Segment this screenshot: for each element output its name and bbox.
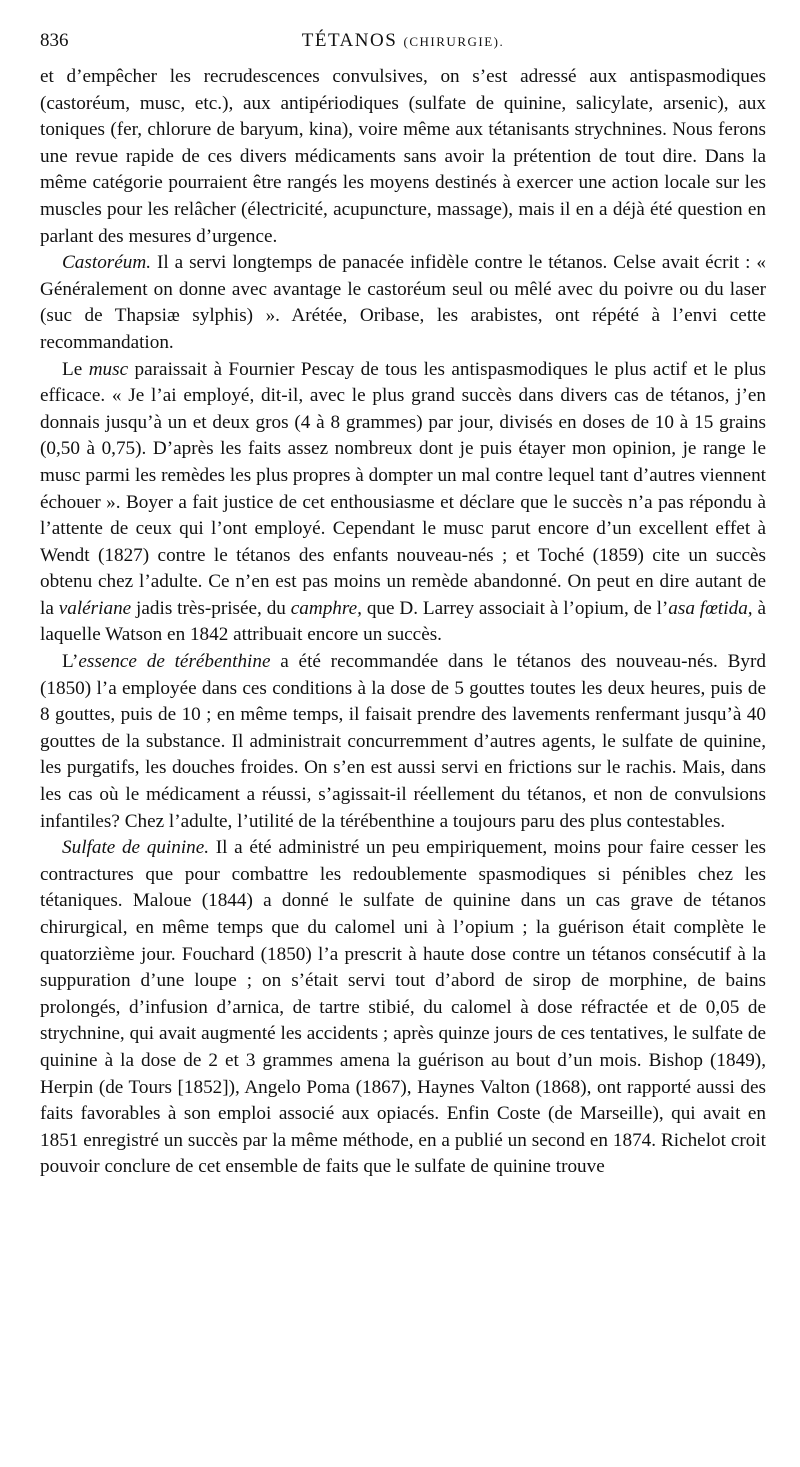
paragraph-text: que D. Larrey associait à l’opium, de l’	[361, 597, 669, 619]
paragraph-text: jadis très-prisée, du	[131, 597, 291, 619]
paragraph-text: paraissait à Fournier Pescay de tous les antispasmodiques le plus actif et le plus efficace. « Je l’ai employé, dit-il, avec le plus grand succès dans divers cas de tétanos, j’en donnais jusqu’à un et deux gros (4 à 8 grammes) par jour, divisés en doses de 10 à 15 grains (0,50 à 0,75). D’après les faits assez nombreux dont je puis étayer mon opinion, je range le musc parmi les remèdes les plus propres à dompter un mal contre lequel tant d’autres viennent échouer ». Boyer a fait justice de cet enthousiasme et déclare que le succès n’a pas répondu à l’attente de ceux qui l’ont employé. Cependant le musc parut encore d’un excellent effet à Wendt (1827) contre le tétanos des enfants nouveau-nés ; et Toché (1859) cite un succès obtenu chez l’adulte. Ce n’en est pas moins un remède abandonné. On peut en dire autant de la	[40, 358, 766, 619]
paragraph-text: et d’empêcher les recrudescences convulsives, on s’est adressé aux antispasmodiques (castoréum, musc, etc.), aux antipériodiques (sulfate de quinine, salicylate, arsenic), aux toniques (fer, chlorure de baryum, kina), voire même aux tétanisants strychnines. Nous ferons une revue rapide de ces divers médicaments sans avoir la prétention de tout dire. Dans la même catégorie pourraient être rangés les moyens destinés à exercer une action locale sur les muscles pour les relâcher (électricité, acupuncture, massage), mais il en a déjà été question en parlant des mesures d’urgence.	[40, 66, 766, 247]
paragraph-sulfate-quinine	[40, 835, 766, 1181]
paragraph-text: Il a été administré un peu empiriquement, moins pour faire cesser les contractures que pour combattre les redoublemente spasmodiques si pénibles chez les tétaniques. Maloue (1844) a donné le sulfate de quinine dans un cas grave de tétanos chirurgical, en même temps que du calomel uni à l’opium ; la guérison était complète le quatorzième jour. Fouchard (1850) l’a prescrit à haute dose contre un tétanos consécutif à la suppuration d’une loupe ; on s’était servi tout d’abord de sirop de morphine, de bains prolongés, d’infusion d’arnica, de tartre stibié, du calomel à dose réfractée et de 0,05 de strychnine, qui avait augmenté les accidents ; après quinze jours de ces tentatives, le sulfate de quinine à la dose de 2 et 3 grammes amena la guérison au bout d’un mois. Bishop (1849), Herpin (de Tours [1852]), Angelo Poma (1867), Haynes Valton (1868), ont rapporté aussi des faits favorables à son emploi associé aux opiacés. Enfin Coste (de Marseille), qui avait en 1851 enregistré un succès par la même méthode, en a publié un second en 1874. Richelot croit pouvoir conclure de cet ensemble de faits que le sulfate de quinine trouve	[40, 837, 766, 1178]
paragraph-musc	[40, 357, 766, 650]
running-title-main: TÉTANOS	[301, 30, 398, 51]
running-header	[40, 30, 766, 64]
paragraph-castoreum	[40, 250, 766, 356]
paragraph-text: à laquelle Watson en 1842 attribuait encore un succès.	[40, 597, 766, 646]
term-valeriane: valériane	[58, 597, 132, 619]
term-asa-foetida: asa fœtida,	[668, 597, 753, 619]
paragraph-text: Il a servi longtemps de panacée infidèle contre le tétanos. Celse avait écrit : « Généralement on donne avec avantage le castoréum seul ou mêlé avec du poivre ou du laser (suc de Thapsiæ sylphis) ». Arétée, Oribase, les arabistes, ont répété à l’envi cette recommandation.	[40, 252, 766, 353]
term-sulfate-quinine: Sulfate de quinine.	[62, 837, 210, 859]
paragraph-antispasmodics-intro	[40, 64, 766, 250]
running-title	[40, 30, 766, 52]
term-essence-terebenthine: essence de térébenthine	[78, 651, 271, 673]
page-number: 836	[40, 30, 69, 51]
paragraph-lead: Le	[62, 358, 89, 380]
paragraph-text: a été recommandée dans le tétanos des nouveau-nés. Byrd (1850) l’a employée dans ces conditions à la dose de 5 gouttes toutes les deux heures, puis de 8 gouttes, puis de 10 ; en même temps, il faisait prendre des lavements renfermant jusqu’à 40 gouttes de la substance. Il administrait concurremment d’autres agents, le sulfate de quinine, les purgatifs, les douches froides. On s’en est aussi servi en frictions sur le rachis. Mais, dans les cas où le médicament a réussi, s’agissait-il réellement du tétanos, et non de convulsions infantiles? Chez l’adulte, l’utilité de la térébenthine a toujours paru des plus contestables.	[40, 651, 766, 832]
paragraph-lead: L’	[62, 651, 79, 673]
paragraph-terebenthine	[40, 649, 766, 835]
term-musc: musc	[88, 358, 129, 380]
term-camphre: camphre,	[290, 597, 362, 619]
running-title-section: (CHIRURGIE).	[403, 34, 505, 49]
term-castoreum: Castoréum.	[62, 252, 152, 274]
